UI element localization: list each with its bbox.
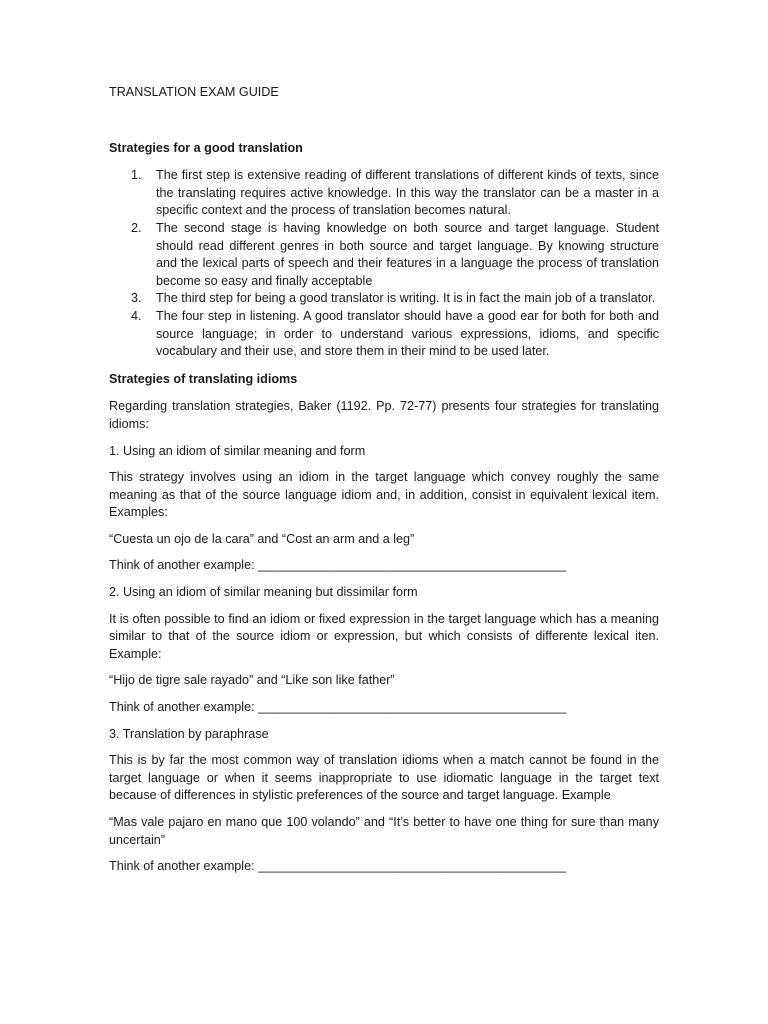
- document-body: [109, 84, 659, 885]
- strategy-title: 3. Translation by paraphrase: [109, 726, 269, 741]
- list-item-number: 4.: [131, 308, 142, 323]
- steps-list: [109, 167, 659, 361]
- list-item: [109, 290, 659, 308]
- strategy-example: “Hijo de tigre sale rayado” and “Like son like father”: [109, 673, 395, 688]
- list-item: [109, 167, 659, 220]
- list-item-number: 2.: [131, 220, 142, 235]
- example-prompt: Think of another example: ____________________________________________: [109, 700, 567, 715]
- list-item-number: 1.: [131, 168, 142, 183]
- strategy-example: “Cuesta un ojo de la cara” and “Cost an arm and a leg”: [109, 531, 415, 546]
- intro-paragraph: Regarding translation strategies, Baker (1192. Pp. 72-77) presents four strategies for translating idioms:: [109, 399, 659, 431]
- strategy-description: This strategy involves using an idiom in the target language which convey roughly the same meaning as that of the source language idiom and, in addition, consist in equivalent lexical item. Examples:: [109, 470, 659, 520]
- list-item-text: The first step is extensive reading of different translations of different kinds of texts, since the translating requires active knowledge. In this way the translator can be a master in a specific context and the process of translation becomes natural.: [156, 168, 659, 218]
- list-item-text: The second stage is having knowledge on both source and target language. Student should read different genres in both source and target language. By knowing structure and the lexical parts of speech and their features in a language the process of translation become so easy and finally acceptable: [156, 220, 659, 288]
- section-heading-idioms: Strategies of translating idioms: [109, 371, 298, 386]
- list-item-text: The third step for being a good translator is writing. It is in fact the main job of a translator.: [156, 291, 656, 306]
- section-heading-good-translation: Strategies for a good translation: [109, 140, 303, 155]
- strategy-title: 1. Using an idiom of similar meaning and form: [109, 443, 366, 458]
- strategy-description: It is often possible to find an idiom or fixed expression in the target language which has a meaning similar to that of the source idiom or expression, but which consists of differente lexical iten. Example:: [109, 611, 659, 661]
- list-item-number: 3.: [131, 291, 142, 306]
- example-prompt: Think of another example: ____________________________________________: [109, 859, 567, 874]
- document-title: TRANSLATION EXAM GUIDE: [109, 85, 279, 99]
- strategy-description: This is by far the most common way of translation idioms when a match cannot be found in the target language or when it seems inappropriate to use idiomatic language in the target text because of differences in stylistic preferences of the source and target language. Example: [109, 753, 659, 803]
- list-item: [109, 308, 659, 361]
- example-prompt: Think of another example: ____________________________________________: [109, 558, 567, 573]
- strategy-example: “Mas vale pajaro en mano que 100 volando” and “It’s better to have one thing for sure than many uncertain”: [109, 815, 659, 847]
- list-item-text: The four step in listening. A good translator should have a good ear for both for both and source language; in order to understand various expressions, idioms, and specific vocabulary and their use, and store them in their mind to be used later.: [156, 308, 659, 359]
- strategy-title: 2. Using an idiom of similar meaning but dissimilar form: [109, 585, 418, 600]
- list-item: [109, 220, 659, 290]
